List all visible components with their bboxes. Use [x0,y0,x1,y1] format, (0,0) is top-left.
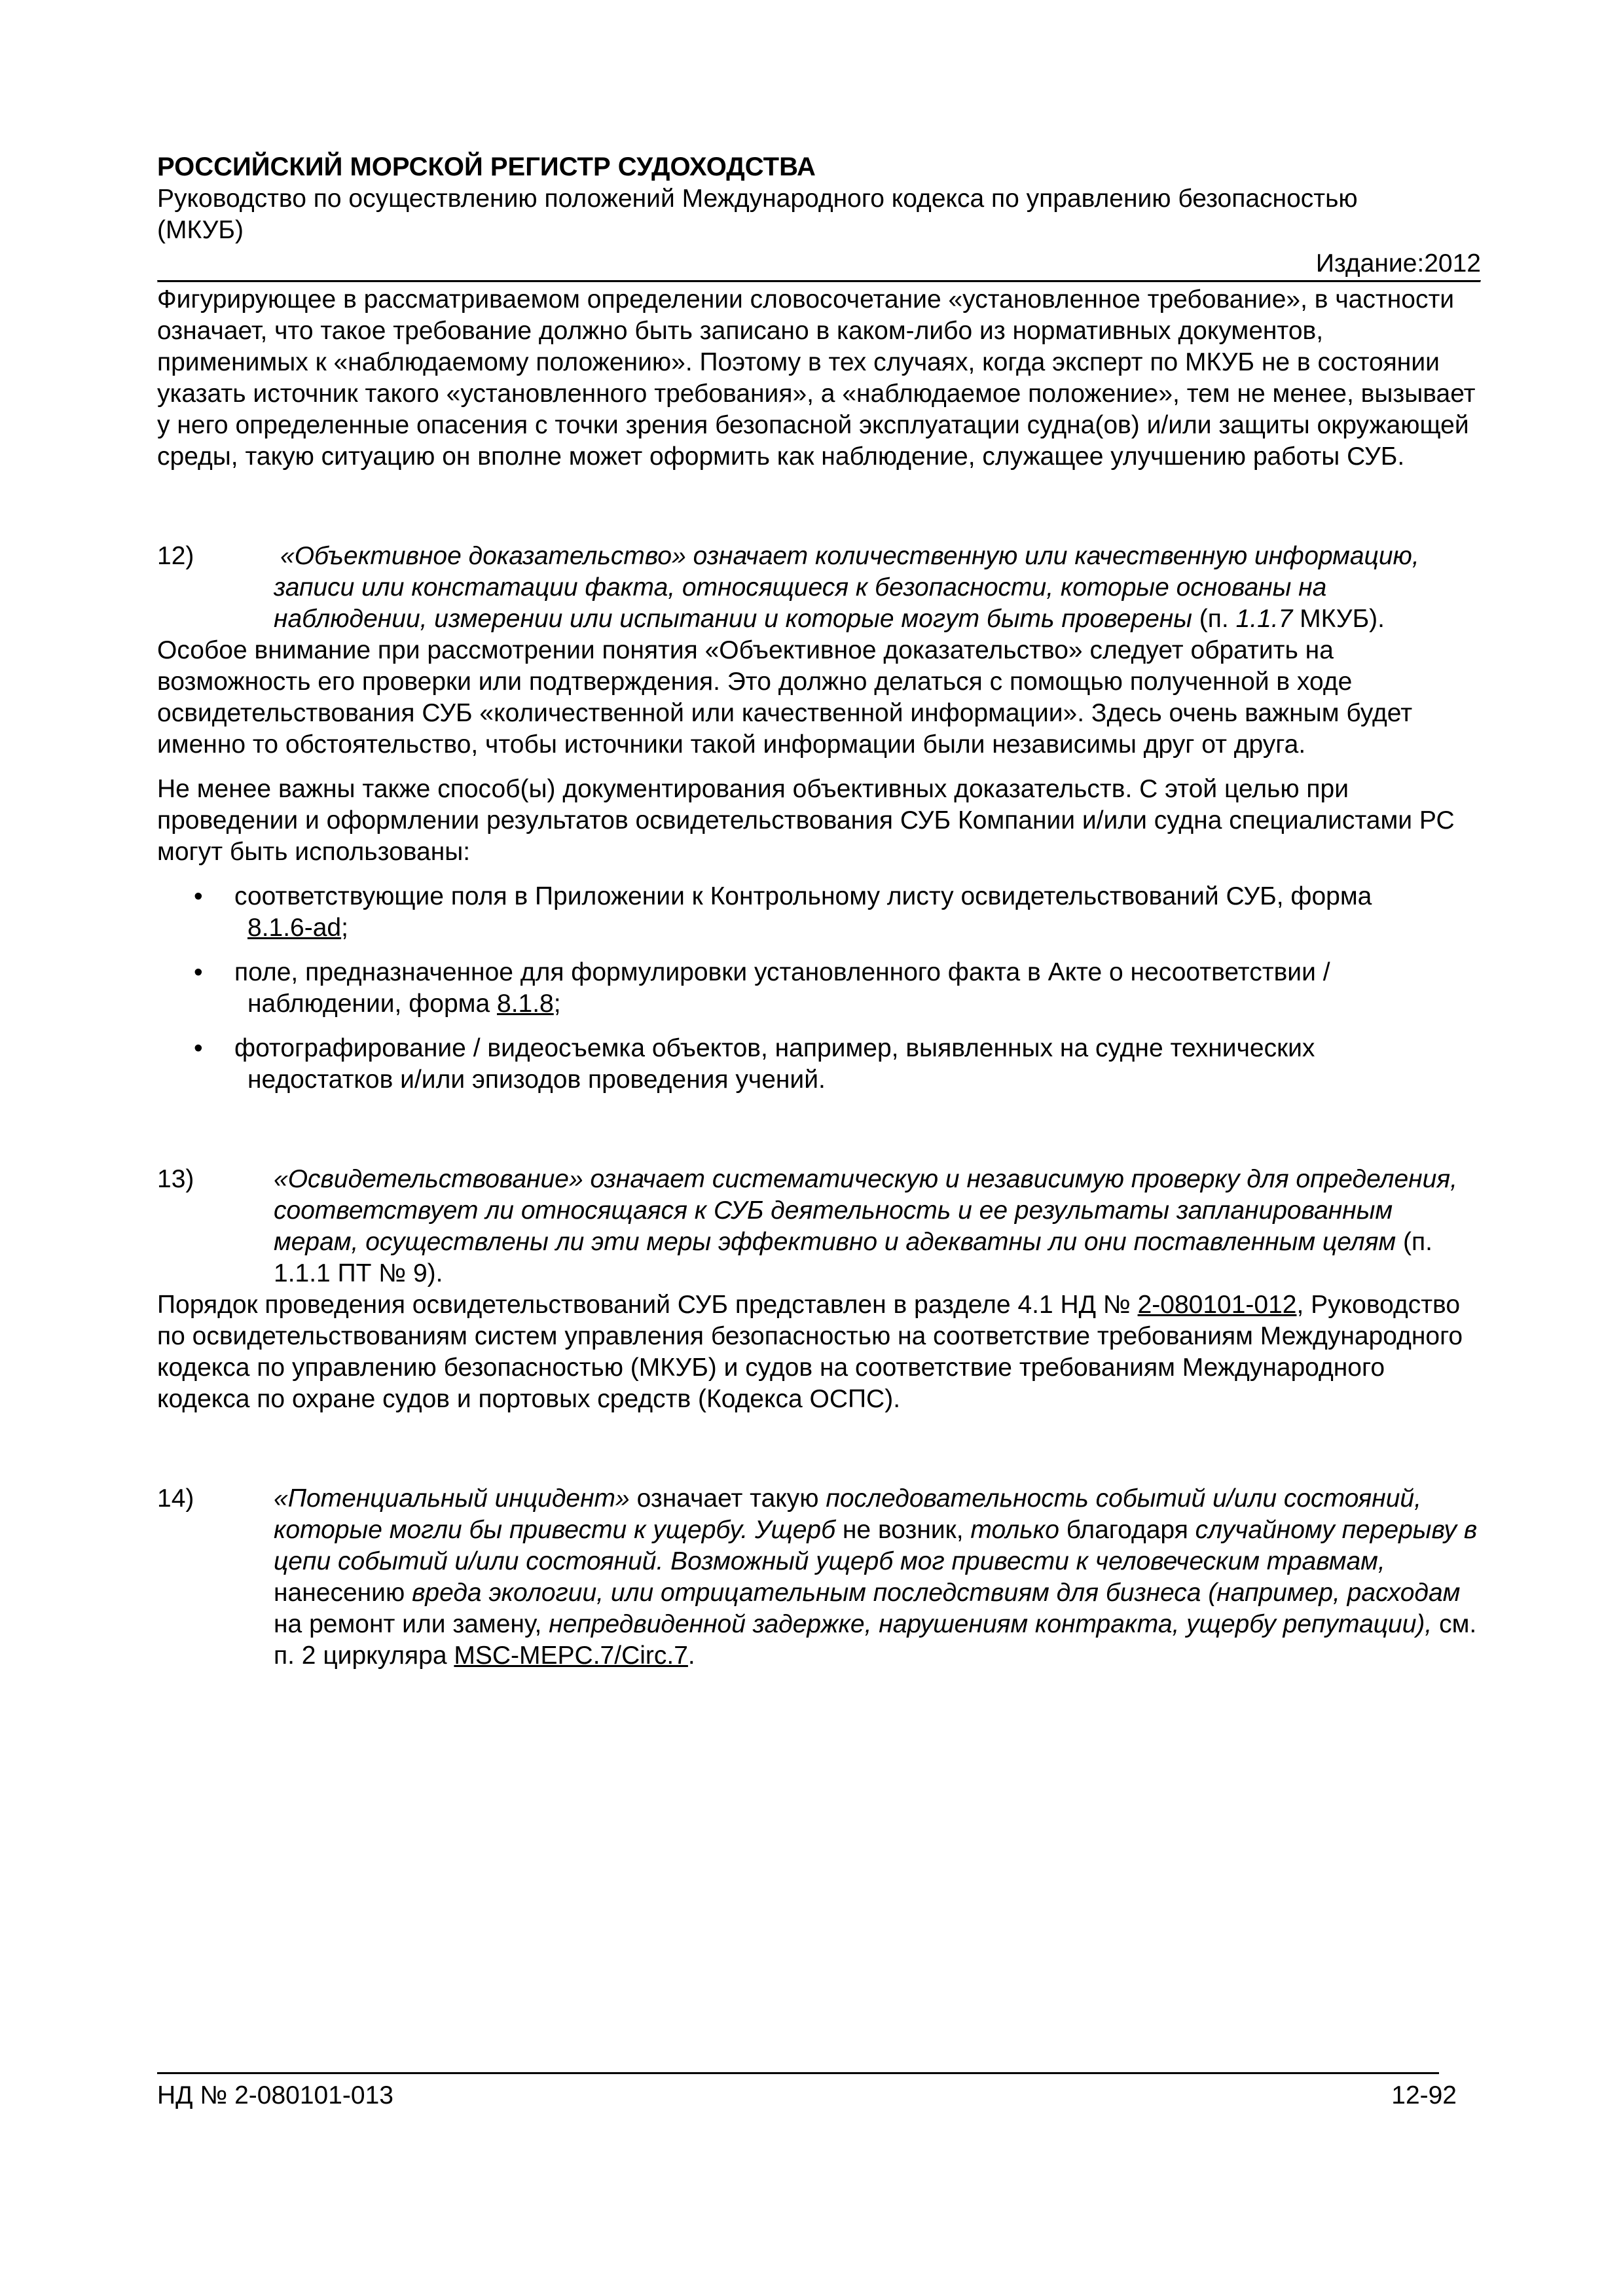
footer-page-number: 12-92 [1391,2081,1457,2109]
paragraph [157,1289,1481,1415]
list-item-line: фотографирование / видеосъемка объектов, например, выявленных на судне технических [234,1034,1315,1062]
definition-ref-close: МКУБ). [1292,605,1385,633]
list-item [157,881,1481,944]
footer-doc-number: НД № 2-080101-013 [157,2081,393,2109]
list-item [157,957,1481,1020]
list-item [157,1033,1481,1096]
bullet-glyph: • [194,958,203,986]
page-footer [157,2080,1457,2111]
text-run: только [970,1516,1059,1544]
definition-text [274,1164,1481,1289]
spacer [157,473,1481,541]
document-subtitle-line1: Руководство по осуществлению положений Международного кодекса по управлению безопасностью [157,185,1358,213]
list-item-line: наблюдении, форма [247,990,497,1018]
definition-number: 13) [157,1165,194,1193]
text-run: вреда экологии, или отрицательным последствиям для бизнеса (например, расходам [412,1579,1461,1607]
text-run: случайному перерыву в цепи событий и/или состояний. Возможный ущерб мог привести к человеческим травмам, [274,1516,1478,1575]
text-run: на ремонт или замену, [274,1610,549,1638]
organization-title: РОССИЙСКИЙ МОРСКОЙ РЕГИСТР СУДОХОДСТВА [157,152,816,181]
paragraph: Не менее важны также способ(ы) документирования объективных доказательств. С этой целью при проведении и оформлении результатов освидетельствования СУБ Компании и/или судна специалистами РС могут быть использованы: [157,775,1455,866]
definition-12 [157,541,1481,635]
paragraph-text: Порядок проведения освидетельствований СУБ представлен в разделе 4.1 НД № [157,1291,1138,1319]
text-run: «Потенциальный инцидент» [274,1484,630,1513]
form-link-8-1-8[interactable]: 8.1.8 [497,990,554,1018]
definition-number: 12) [157,542,194,570]
document-page [157,151,1481,1672]
definition-ref-open: (п. [1199,605,1236,633]
punctuation: ; [553,990,561,1018]
header-divider [157,280,1481,283]
text-run: последовательность событий и/или состояний, которые могли бы привести к ущербу. Ущерб [274,1484,1421,1544]
list-item-line: недостатков и/или эпизодов проведения учений. [247,1066,826,1094]
text-run: благодаря [1059,1516,1195,1544]
list-item-line: соответствующие поля в Приложении к Контрольному листу освидетельствований СУБ, форма [234,882,1372,910]
punctuation: ; [341,914,348,942]
text-run: непредвиденной задержке, нарушениям контракта, ущербу репутации), [549,1610,1432,1638]
form-link-8-1-6-ad[interactable]: 8.1.6-ad [247,914,342,942]
document-subtitle-line2: (МКУБ) [157,216,244,244]
text-run: не возник, [835,1516,971,1544]
text-run: см. п. 2 циркуляра [274,1610,1477,1670]
definition-14 [157,1483,1481,1672]
footer-divider [157,2072,1439,2074]
spacer [157,1109,1481,1164]
document-link-2-080101-012[interactable]: 2-080101-012 [1137,1291,1297,1319]
text-run: . [687,1641,695,1670]
circular-link-msc-mepc[interactable]: MSC-MEPC.7/Circ.7 [454,1641,688,1670]
bullet-list [157,881,1481,1096]
intro-paragraph: Фигурирующее в рассматриваемом определении словосочетание «установленное требование», в частности означает, что такое требование должно быть записано в каком-либо из нормативных документов, применимых к «наблюдаемому положению». Поэтому в тех случаях, когда эксперт по МКУБ не в состоянии указать источник такого «установленного требования», а «наблюдаемое положение», тем не менее, вызывает у него определенные опасения с точки зрения безопасной эксплуатации судна(ов) и/или защиты окружающей среды, такую ситуацию он вполне может оформить как наблюдение, служащее улучшению работы СУБ. [157,285,1476,471]
definition-text [274,541,1481,635]
document-header [157,151,1481,280]
edition-label: Издание:2012 [1315,249,1481,278]
definition-italic: «Освидетельствование» означает систематическую и независимую проверку для определения, соответствует ли относящаяся к СУБ деятельность и ее результаты запланированным мерам, осуществлены ли эти меры эффективно и адекватны ли они поставленным целям [274,1165,1457,1256]
definition-ref: (п. 1.1.1 ПТ № 9). [274,1228,1432,1287]
spacer [157,1415,1481,1483]
list-item-line: поле, предназначенное для формулировки установленного факта в Акте о несоответствии / [234,958,1330,986]
definition-number: 14) [157,1484,194,1513]
text-run: нанесению [274,1579,412,1607]
paragraph-text: , Руководство по освидетельствованиям систем управления безопасностью на соответствие требованиям Международного кодекса по управлению безопасностью (МКУБ) и судов на соответствие требованиям Международного кодекса по охране судов и портовых средств (Кодекса ОСПС). [157,1291,1463,1413]
bullet-glyph: • [194,1034,203,1062]
definition-ref-number: 1.1.7 [1235,605,1293,633]
paragraph: Особое внимание при рассмотрении понятия «Объективное доказательство» следует обратить на возможность его проверки или подтверждения. Это должно делаться с помощью полученной в ходе освидетельствования СУБ «количественной или качественной информации». Здесь очень важным будет именно то обстоятельство, чтобы источники такой информации были независимы друг от друга. [157,636,1413,759]
text-run: означает такую [629,1484,826,1513]
definition-text [274,1483,1481,1672]
bullet-glyph: • [194,882,203,910]
definition-italic: «Объективное доказательство» означает количественную или качественную информацию, записи или констатации факта, относящиеся к безопасности, которые основаны на наблюдении, измерении или испытании и которые могут быть проверены [274,542,1419,633]
definition-13 [157,1164,1481,1289]
